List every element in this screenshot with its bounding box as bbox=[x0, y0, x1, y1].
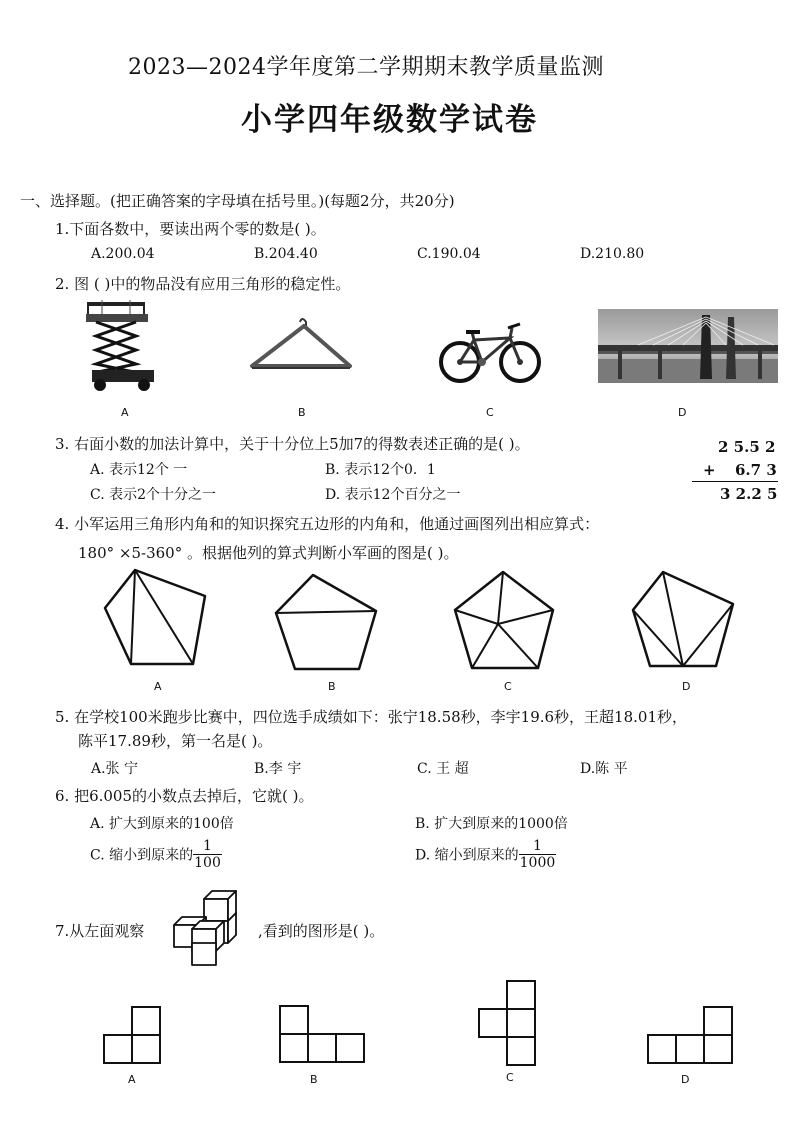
q3-option-a: A. 表示12个 一 bbox=[90, 462, 188, 478]
view-option-c bbox=[478, 980, 536, 1066]
bicycle-image bbox=[438, 320, 542, 386]
q4-formula: 180° ×5-360° 。根据他列的算式判断小军画的图是( )。 bbox=[78, 544, 459, 562]
calc-operator: + bbox=[703, 461, 716, 479]
pentagon-c bbox=[452, 570, 556, 670]
q3-stem: 3. 右面小数的加法计算中，关于十分位上5加7的得数表述正确的是( )。 bbox=[55, 435, 530, 453]
q7-label-b: B bbox=[310, 1073, 318, 1086]
q6-option-d bbox=[415, 838, 556, 871]
fraction-1-100 bbox=[193, 838, 222, 871]
cube-stack-image bbox=[170, 887, 258, 967]
q6-option-d-text: D. 缩小到原来的 bbox=[415, 847, 519, 864]
calc-line1: 2 5.5 2 bbox=[718, 438, 776, 456]
q1-option-b: B.204.40 bbox=[254, 246, 318, 262]
fraction-denominator: 100 bbox=[194, 855, 221, 871]
q5-option-c: C. 王 超 bbox=[417, 761, 469, 777]
q7-stem-post: ,看到的图形是( )。 bbox=[258, 922, 385, 940]
view-option-b bbox=[279, 1005, 365, 1063]
view-option-d bbox=[647, 1006, 733, 1064]
fraction-1-1000 bbox=[519, 838, 557, 871]
calc-line2: 6.7 3 bbox=[735, 461, 777, 479]
q4-label-a: A bbox=[154, 680, 162, 693]
q5-option-d: D.陈 平 bbox=[580, 761, 628, 777]
q5-option-b: B.李 宇 bbox=[254, 761, 302, 777]
fraction-denominator: 1000 bbox=[519, 855, 556, 871]
section-heading: 一、选择题。(把正确答案的字母填在括号里。)(每题2分，共20分) bbox=[20, 192, 455, 210]
pentagon-d bbox=[630, 570, 736, 670]
exam-subtitle: 小学四年级数学试卷 bbox=[241, 102, 538, 138]
q6-option-c bbox=[90, 838, 222, 871]
pentagon-a bbox=[102, 568, 208, 668]
q1-stem: 1.下面各数中，要读出两个零的数是( )。 bbox=[55, 220, 326, 238]
q3-option-b: B. 表示12个0．1 bbox=[325, 462, 436, 478]
q4-label-b: B bbox=[328, 680, 336, 693]
q6-option-b: B. 扩大到原来的1000倍 bbox=[415, 816, 568, 832]
bridge-image bbox=[598, 309, 778, 383]
q4-label-d: D bbox=[682, 680, 691, 693]
q7-label-d: D bbox=[681, 1073, 690, 1086]
fraction-numerator: 1 bbox=[193, 838, 222, 855]
q5-stem-2: 陈平17.89秒，第一名是( )。 bbox=[78, 732, 273, 750]
q4-stem: 4. 小军运用三角形内角和的知识探究五边形的内角和，他通过画图列出相应算式： bbox=[55, 515, 600, 533]
q3-option-c: C. 表示2个十分之一 bbox=[90, 487, 217, 503]
q6-option-c-text: C. 缩小到原来的 bbox=[90, 847, 194, 864]
q3-option-d: D. 表示12个百分之一 bbox=[325, 487, 461, 503]
q2-label-c: C bbox=[486, 406, 494, 419]
q1-option-a: A.200.04 bbox=[91, 246, 155, 262]
q2-label-d: D bbox=[678, 406, 687, 419]
pentagon-b bbox=[273, 573, 379, 671]
q6-option-a: A. 扩大到原来的100倍 bbox=[90, 816, 234, 832]
scissor-lift-image bbox=[82, 298, 162, 394]
q7-stem-pre: 7.从左面观察 bbox=[55, 922, 145, 940]
q5-stem: 5. 在学校100米跑步比赛中，四位选手成绩如下：张宁18.58秒，李宇19.6秒，王超18.01秒， bbox=[55, 708, 687, 726]
calc-result: 3 2.2 5 bbox=[720, 485, 778, 503]
q1-option-d: D.210.80 bbox=[580, 246, 645, 262]
exam-title: 2023—2024学年度第二学期期末教学质量监测 bbox=[128, 55, 604, 80]
q5-option-a: A.张 宁 bbox=[91, 761, 139, 777]
view-option-a bbox=[103, 1006, 161, 1064]
q4-label-c: C bbox=[504, 680, 512, 693]
q1-option-c: C.190.04 bbox=[417, 246, 481, 262]
hanger-image bbox=[248, 318, 356, 378]
q2-label-a: A bbox=[121, 406, 129, 419]
q7-label-a: A bbox=[128, 1073, 136, 1086]
q7-label-c: C bbox=[506, 1071, 514, 1084]
q2-stem: 2. 图 ( )中的物品没有应用三角形的稳定性。 bbox=[55, 275, 351, 293]
q2-label-b: B bbox=[298, 406, 306, 419]
calc-rule bbox=[692, 481, 778, 482]
fraction-numerator: 1 bbox=[519, 838, 557, 855]
q6-stem: 6. 把6.005的小数点去掉后，它就( )。 bbox=[55, 787, 314, 805]
